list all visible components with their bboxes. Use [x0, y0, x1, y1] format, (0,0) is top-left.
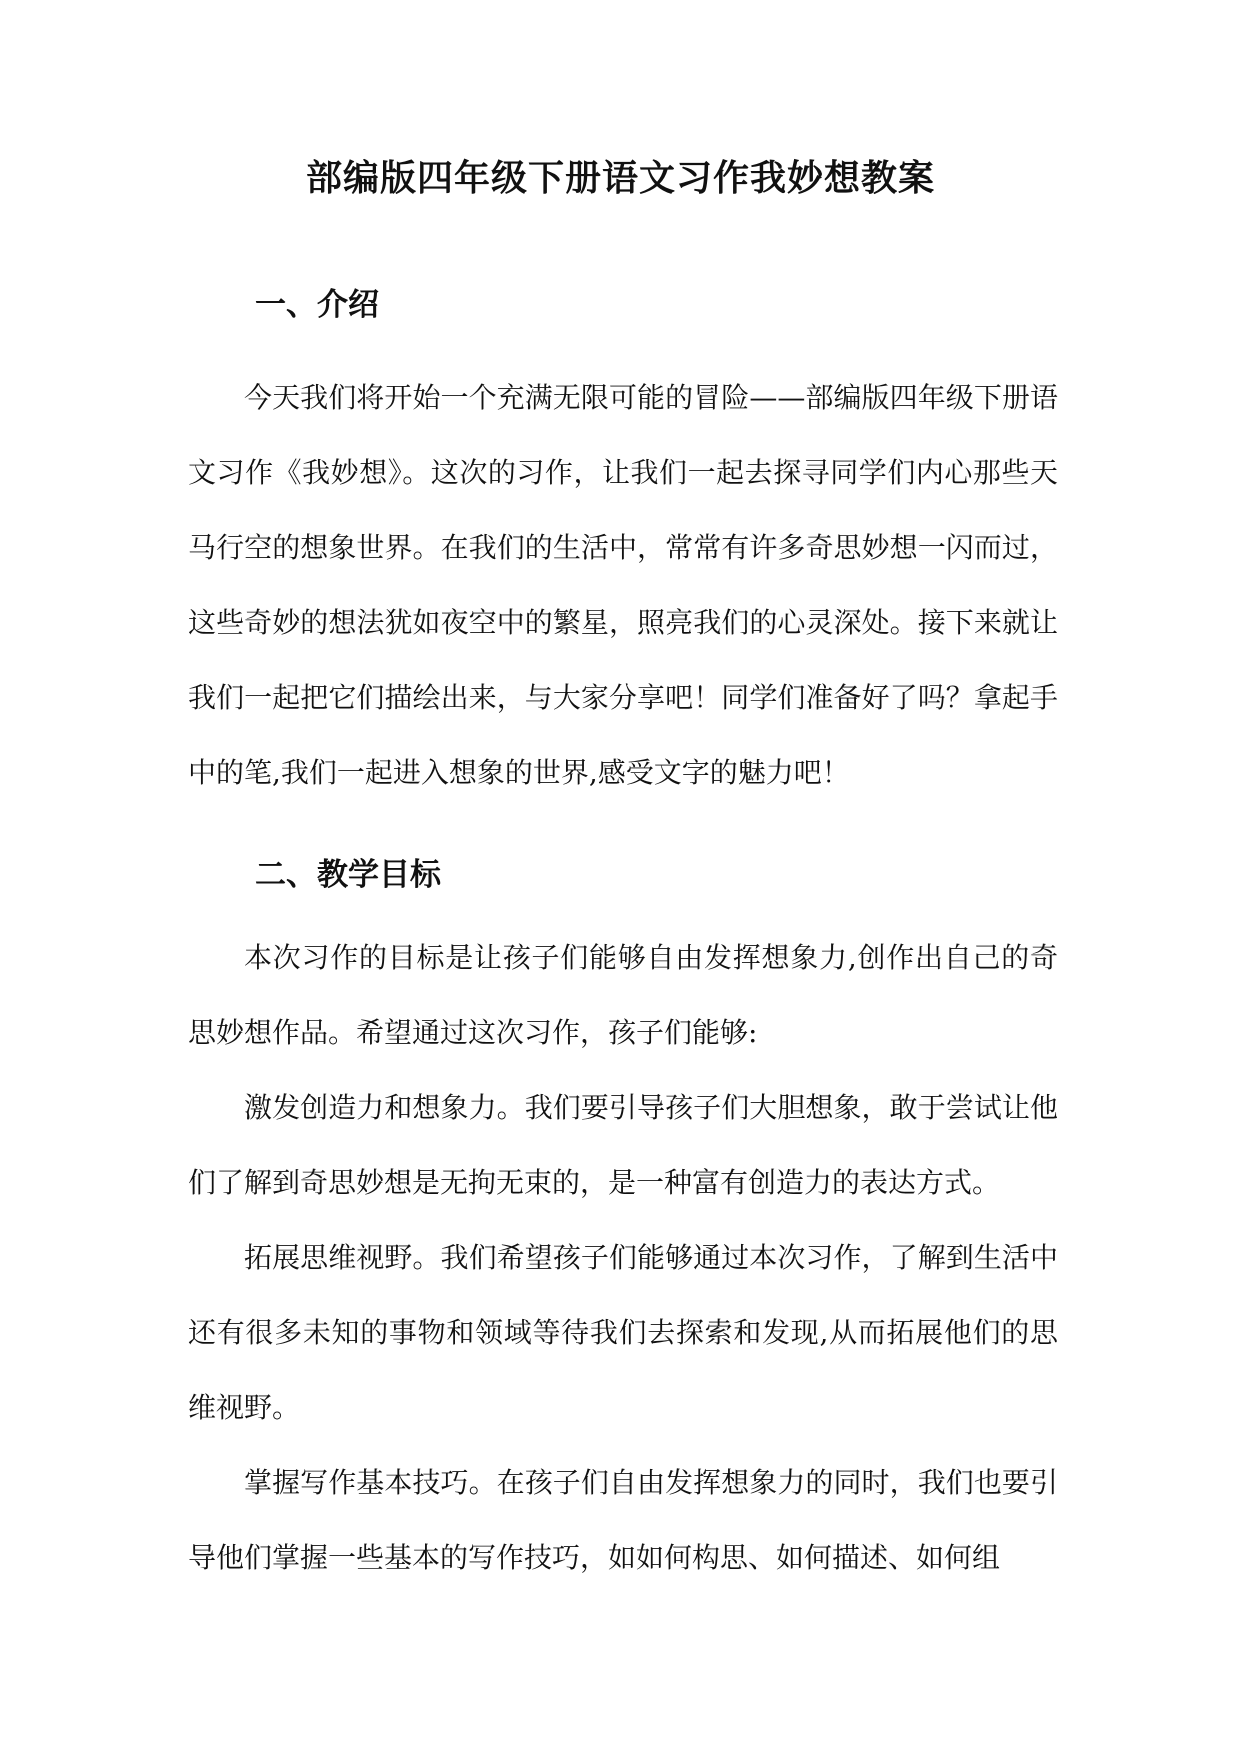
page-title: 部编版四年级下册语文习作我妙想教案 — [305, 157, 935, 199]
paragraph: 拓展思维视野。我们希望孩子们能够通过本次习作，了解到生活中还有很多未知的事物和领域等待我们去探索和发现,从而拓展他们的思维视野。 — [188, 1241, 1058, 1424]
paragraph: 激发创造力和想象力。我们要引导孩子们大胆想象，敢于尝试让他们了解到奇思妙想是无拘无束的，是一种富有创造力的表达方式。 — [188, 1091, 1058, 1199]
section-heading-introduction: 一、介绍 — [255, 287, 379, 323]
paragraph: 本次习作的目标是让孩子们能够自由发挥想象力,创作出自己的奇思妙想作品。希望通过这次习作，孩子们能够: — [188, 941, 1058, 1049]
section-body-teaching-goals — [188, 920, 1058, 1595]
paragraph: 今天我们将开始一个充满无限可能的冒险——部编版四年级下册语文习作《我妙想》。这次的习作，让我们一起去探寻同学们内心那些天马行空的想象世界。在我们的生活中，常常有许多奇思妙想一闪而过，这些奇妙的想法犹如夜空中的繁星，照亮我们的心灵深处。接下来就让我们一起把它们描绘出来，与大家分享吧！同学们准备好了吗？拿起手中的笔,我们一起进入想象的世界,感受文字的魅力吧！ — [188, 381, 1058, 789]
section-body-introduction — [188, 360, 1058, 810]
section-heading-teaching-goals: 二、教学目标 — [255, 857, 441, 893]
paragraph: 掌握写作基本技巧。在孩子们自由发挥想象力的同时，我们也要引导他们掌握一些基本的写作技巧，如如何构思、如何描述、如何组 — [188, 1466, 1058, 1574]
